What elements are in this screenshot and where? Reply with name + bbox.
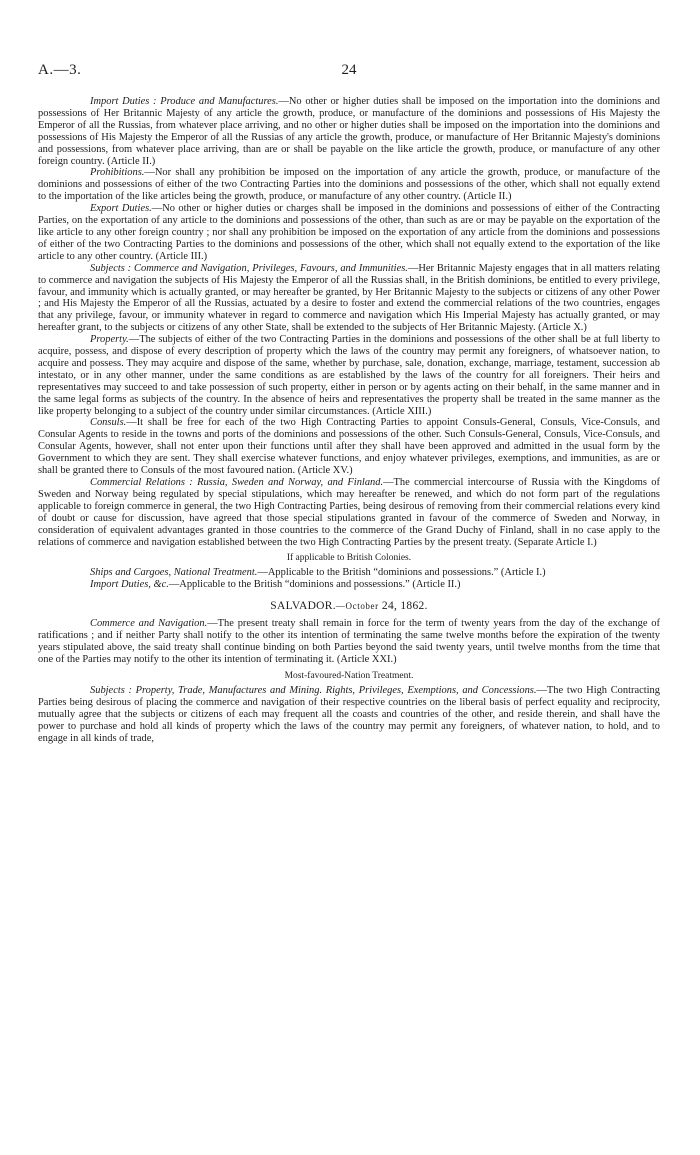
section-country: SALVADOR. — [270, 600, 336, 613]
paragraph-text: —Applicable to the British “dominions and possessions.” (Article I.) — [257, 567, 546, 579]
paragraph-text: —Applicable to the British “dominions and possessions.” (Article II.) — [168, 579, 461, 591]
colonies-subheading: If applicable to British Colonies. — [286, 553, 412, 564]
paragraph-text: —The two High Contracting Parties being desirous of placing the commerce and navigation of their respective countries on the liberal basis of perfect equality and reciprocity, mutually agree that the subjects or citizens of each may frequent all the coasts and countries of the other, and reside therein, and shall have the power to purchase and hold all kinds of property which the laws of the country may permit any foreigners, of whatever nation, to hold, and to engage in all kinds of trade, — [38, 684, 660, 744]
section-date-rest: 24, 1862. — [378, 600, 428, 613]
salvador-section — [38, 600, 660, 744]
paragraph-heading: Prohibitions. — [90, 167, 145, 179]
paragraph-text: —It shall be free for each of the two High Contracting Parties to appoint Consuls-General, Consuls, Vice-Consuls, and Consular Agents to reside in the towns and ports of the dominions and possessions of the other. Such Consuls-General, Consuls, Vice-Consuls, and Consular Agents, however, shall not enter upon their functions until after they shall have been approved and admitted in the usual form by the Government to which they are sent. They shall exercise whatever functions, and enjoy whatever privileges, exemptions, and immunities, as are or shall be granted there to Consuls of the most favoured nation. (Article XV.) — [38, 417, 660, 477]
page-number: 24 — [341, 62, 357, 78]
paragraph-heading: Subjects : Property, Trade, Manufactures and Mining. Rights, Privileges, Exemptions, and Concessions. — [90, 684, 537, 696]
paragraph-import-duties — [38, 96, 660, 167]
paragraph-prohibitions — [38, 167, 660, 203]
russia-section — [38, 96, 660, 591]
paragraph-subjects-property-trade — [38, 685, 660, 745]
paragraph-heading: Ships and Cargoes, National Treatment. — [90, 567, 258, 579]
paragraph-subjects — [38, 263, 660, 334]
paragraph-text: —Nor shall any prohibition be imposed on the importation of any article the growth, produce, or manufacture of the dominions and possessions of either of the two Contracting Parties into the dominions and possessions of the other, which shall not equally extend to the importation of the like articles being the growth, produce, or manufacture of any other country. (Article II.) — [38, 167, 660, 203]
paragraph-ships-cargoes — [38, 567, 660, 579]
paragraph-text: —No other or higher duties or charges shall be imposed in the dominions and possessions of either of the Contracting Parties, on the exportation of any article to the dominions and possessions of the other, than such as are or may be payable on the exportation of the like article to any other foreign country ; nor shall any prohibition be imposed on the exportation of any article from the dominions and possessions of either of the two Contracting Parties to the dominions and possessions of the other, which shall not equally extend to the exportation of the like article to any other country. (Article III.) — [38, 203, 660, 262]
document-body — [38, 96, 660, 744]
paragraph-text: —No other or higher duties shall be imposed on the importation into the dominions and possessions of Her Britannic Majesty of any article the growth, produce, or manufacture of the dominions and possessions of His Majesty the Emperor of all the Russias, from whatever place arriving, and no other or higher duties shall be imposed on the importation into the dominions and possessions of His Majesty the Emperor of all the Russias of any article the growth, produce, or manufacture of Her Britannic Majesty's dominions and possessions, from whatever place arriving, than are or shall be payable on the like article the growth, produce, or manufacture of any other foreign country. (Article II.) — [38, 96, 661, 167]
paragraph-heading: Import Duties, &c. — [90, 579, 169, 591]
paragraph-text: —The present treaty shall remain in force for the term of twenty years from the day of the exchange of ratifications ; and if neither Party shall notify to the other its intention of terminating the same twelve months before the expiration of the twenty years stipulated above, the said treaty shall continue binding on both Parties beyond the said twenty years, until twelve months from the time that one of the Parties may notify to the other its intention of terminating it. (Article XXI.) — [38, 618, 660, 665]
paragraph-text: —The subjects of either of the two Contracting Parties in the dominions and possessions of the other shall be at full liberty to acquire, possess, and dispose of every description of property which the laws of the country may permit any foreigners, of whatsoever nation, to acquire and possess. They may acquire and dispose of the same, whether by purchase, sale, donation, exchange, marriage, testament, succession ab intestato, or in any other manner, under the same conditions as are established by the laws of the country for all foreigners. Their heirs and representatives may succeed to and take possession of such property, either in person or by agents acting on their behalf, in the same manner and in the same legal forms as subjects of the country. In the absence of heirs and representatives the property shall be treated in the same manner as the like property belonging to a subject of the country under similar circumstances. (Article XIII.) — [38, 334, 660, 417]
paragraph-consuls — [38, 417, 660, 477]
paragraph-heading: Subjects : Commerce and Navigation, Privileges, Favours, and Immunities. — [90, 262, 408, 274]
paragraph-text: —The commercial intercourse of Russia with the Kingdoms of Sweden and Norway being regulated by special stipulations, which may hereafter be renewed, and which do not form part of the regulations applicable to foreign commerce in general, the two High Contracting Parties, being desirous of removing from their commercial relations every kind of doubt or cause for discussion, have agreed that those special stipulations granted in favour of the commerce of Sweden and Norway, in consideration of equivalent advantages granted in those countries to the commerce of the Grand Duchy of Finland, shall in no case apply to the relations of commerce and navigation established between the two High Contracting Parties by the present treaty. (Separate Article I.) — [38, 477, 660, 548]
paragraph-property — [38, 334, 660, 417]
paragraph-heading: Property. — [90, 334, 129, 346]
paragraph-commercial-relations — [38, 477, 660, 548]
mfn-subheading: Most-favoured-Nation Treatment. — [284, 670, 414, 681]
document-reference: A.—3. — [38, 62, 82, 78]
paragraph-commerce-navigation — [38, 618, 660, 666]
paragraph-heading: Import Duties : Produce and Manufactures. — [90, 96, 279, 107]
page-header — [38, 62, 660, 82]
paragraph-text: —Her Britannic Majesty engages that in all matters relating to commerce and navigation the subjects of His Majesty the Emperor of all the Russias shall, in the British dominions, be entitled to every privilege, favour, and immunity which is actually granted, or may hereafter be granted, by Her Britannic Majesty to the subjects or citizens of any other Power ; and His Majesty the Emperor of all the Russias, actuated by a desire to foster and extend the commercial relations of the two countries, engages that any privilege, favour, or immunity whatever in regard to commerce and navigation which His Imperial Majesty has actually granted, or may hereafter grant, to the subjects or citizens of any other State, shall be extended to the subjects of Her Britannic Majesty. (Article X.) — [38, 262, 660, 334]
section-title — [38, 600, 660, 612]
paragraph-heading: Commerce and Navigation. — [90, 618, 208, 630]
section-date-month: —October — [335, 601, 379, 612]
paragraph-heading: Consuls. — [90, 417, 127, 429]
paragraph-heading: Commercial Relations : Russia, Sweden and Norway, and Finland. — [90, 477, 384, 488]
paragraph-export-duties — [38, 203, 660, 263]
paragraph-heading: Export Duties. — [90, 203, 152, 215]
paragraph-import-duties-colonies — [38, 579, 660, 591]
